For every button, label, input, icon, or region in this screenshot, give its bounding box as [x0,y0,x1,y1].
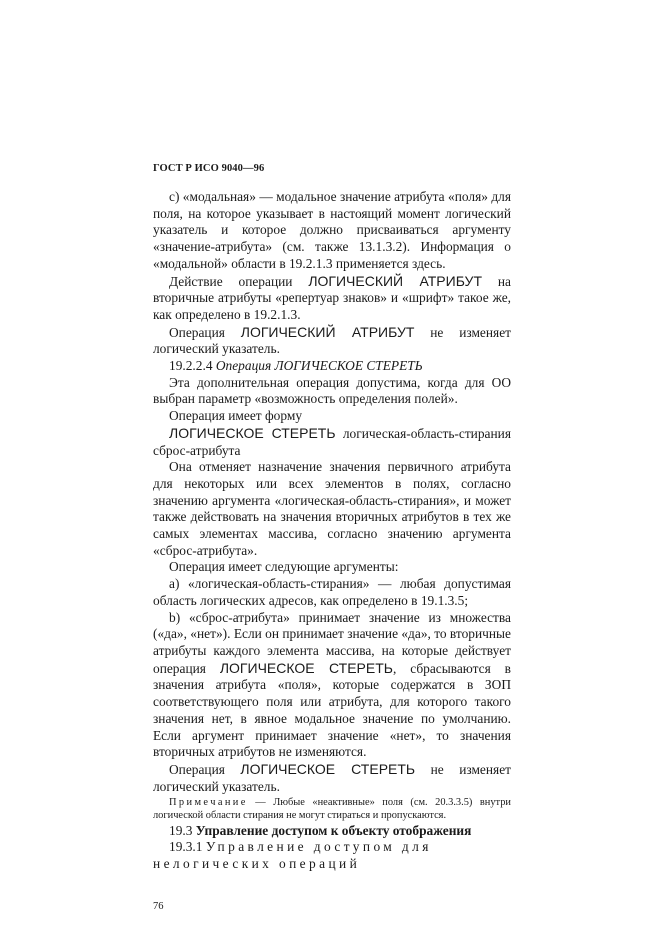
text-run: логическая-область-стирания сброс-атрибута [153,425,511,458]
text-run: не изменяет логический указатель. [153,761,511,794]
subsection-heading-19-2-2-4 [153,358,511,375]
running-header: ГОСТ Р ИСО 9040—96 [153,163,265,174]
text-run: на вторичные атрибуты «репертуар знаков» и «шрифт» такое же, как определено в 19.2.1.3. [153,273,511,322]
operation-name: ЛОГИЧЕСКОЕ СТЕРЕТЬ [169,424,336,441]
text-run: Действие операции [169,273,309,289]
text-run: b) «сброс-атрибута» принимает значение из множества («да», «нет»). Если он принимает значение «да», то вторичные атрибуты каждого элемента массива, на которые действует операция [153,609,511,676]
paragraph-form-syntax [153,425,511,459]
operation-name: ЛОГИЧЕСКИЙ АТРИБУТ [240,323,415,340]
paragraph-logical-attribute-pointer [153,324,511,358]
argument-a: a) «логическая-область-стирания» — любая допустимая область логических адресов, как определено в 19.1.3.5; [153,576,511,608]
heading-title: Управление доступом для нелогических операций [153,839,432,871]
paragraph-form-intro: Операция имеет форму [169,408,303,424]
paragraph-optional-operation: Эта дополнительная операция допустима, когда для ОО выбран параметр «возможность определения полей». [153,374,511,407]
text-run: Операция [169,761,241,777]
section-heading-19-3 [153,823,511,840]
subsection-heading-19-3-1 [153,839,511,872]
note [153,797,511,822]
paragraph-logical-erase-pointer [153,761,511,795]
heading-title: Управление доступом к объекту отображения [195,822,472,838]
heading-title: Операция ЛОГИЧЕСКОЕ СТЕРЕТЬ [215,358,423,374]
paragraph-logical-attribute-effect [153,273,511,324]
text-run: Операция [169,324,241,340]
paragraph-description: Она отменяет назначение значения первичного атрибута для некоторых или всех элементов в полях, согласно значению аргумента «логическая-область-стирания», и может также действовать на значения вторичных атрибутов в тех же самых элементах массива, согласно значению аргумента «сброс-атрибута». [153,459,511,558]
note-text: — Любые «неактивные» поля (см. 20.3.3.5) внутри логической области стирания не могут стираться и пропускаются. [153,797,511,821]
note-label: Примечание [169,797,248,809]
heading-number: 19.3 [169,822,196,838]
operation-name: ЛОГИЧЕСКОЕ СТЕРЕТЬ [240,760,416,777]
operation-name: ЛОГИЧЕСКИЙ АТРИБУТ [308,272,483,289]
text-run: , сбрасываются в значения атрибута «поля», которые содержатся в ЗОП соответствующего поля или атрибута, для которого такого значения нет, в явное модальное значение по умолчанию. Если аргумент принимает значение «нет», то значения вторичных атрибутов не изменяются. [153,660,511,760]
page-number: 76 [153,900,164,912]
heading-number: 19.3.1 [169,839,206,855]
operation-name: ЛОГИЧЕСКОЕ СТЕРЕТЬ [219,659,393,676]
text-run: не изменяет логический указатель. [153,324,511,357]
paragraph-modal: c) «модальная» — модальное значение атрибута «поля» для поля, на которое указывает в настоящий момент логический указатель и которое должно присваиваться аргументу «значение-атрибута» (см. также 13.1.3.2). Информация о «модальной» области в 19.2.1.3 применяется здесь. [153,189,511,271]
document-page [153,162,511,915]
heading-number: 19.2.2.4 [169,358,216,374]
paragraph-arguments-intro: Операция имеет следующие аргументы: [169,559,399,575]
argument-b [153,610,511,761]
